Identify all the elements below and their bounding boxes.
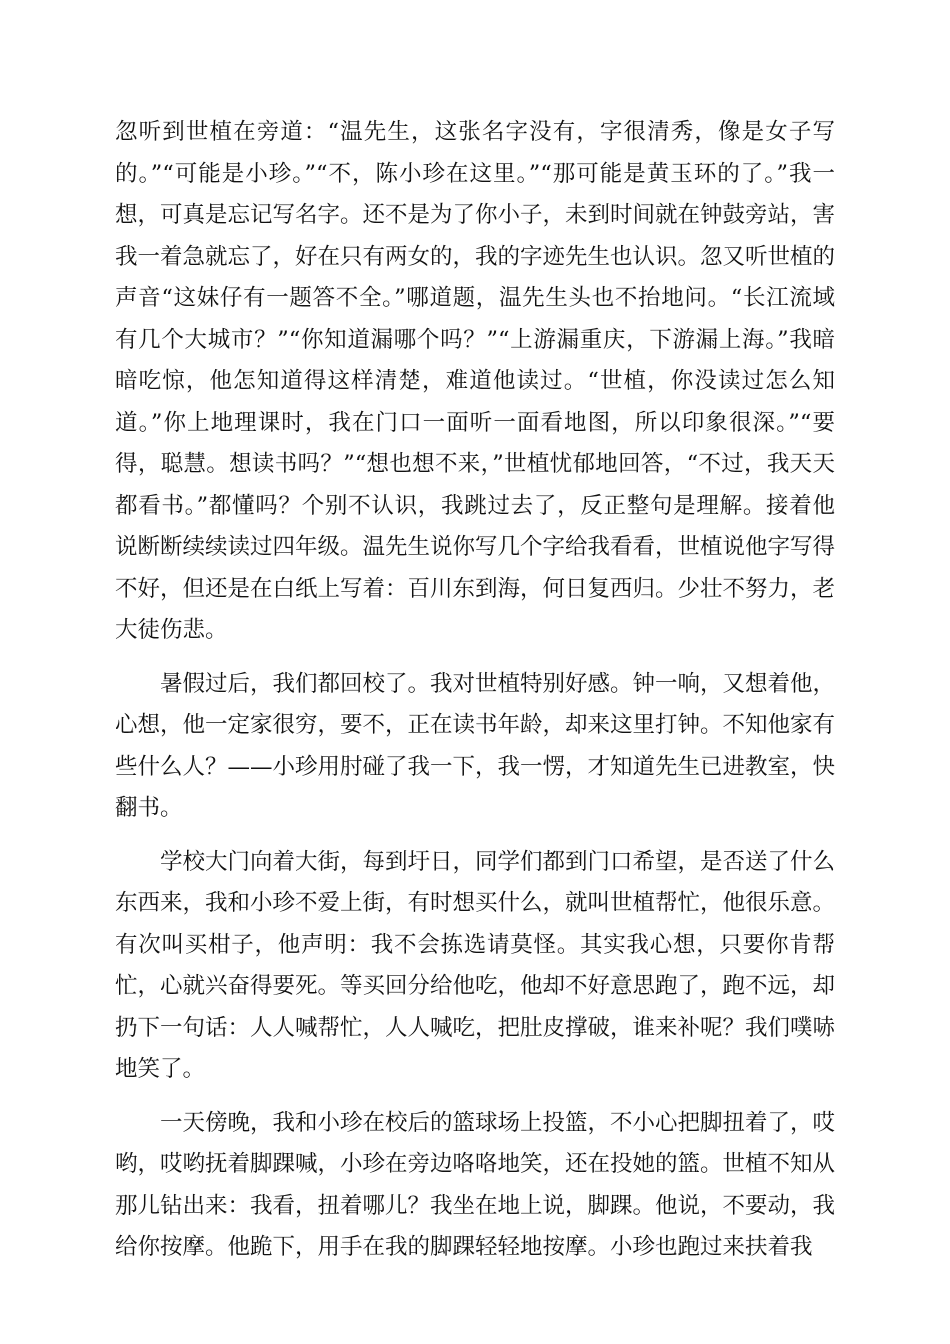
- document-page: [115, 112, 835, 1269]
- paragraph-1: 忽听到世植在旁道：“温先生，这张名字没有，字很清秀，像是女子写的。”“可能是小珍。”“不，陈小珍在这里。”“那可能是黄玉环的了。”我一想，可真是忘记写名字。还不是为了你小子，未到时间就在钟鼓旁站，害我一着急就忘了，好在只有两女的，我的字迹先生也认识。忽又听世植的声音“这妹仔有一题答不全。”哪道题，温先生头也不抬地问。“长江流域有几个大城市？”“你知道漏哪个吗？”“上游漏重庆，下游漏上海。”我暗暗吃惊，他怎知道得这样清楚，难道他读过。“世植，你没读过怎么知道。”你上地理课时，我在门口一面听一面看地图，所以印象很深。”“要得，聪慧。想读书吗？”“想也想不来，”世植忧郁地回答，“不过，我天天都看书。”都懂吗？个别不认识，我跳过去了，反正整句是理解。接着他说断断续续读过四年级。温先生说你写几个字给我看看，世植说他字写得不好，但还是在白纸上写着：百川东到海，何日复西归。少壮不努力，老大徒伤悲。: [115, 119, 836, 643]
- paragraph-3: 学校大门向着大街，每到圩日，同学们都到门口希望，是否送了什么东西来，我和小珍不爱上街，有时想买什么，就叫世植帮忙，他很乐意。有次叫买柑子，他声明：我不会拣选请莫怪。其实我心想，只要你肯帮忙，心就兴奋得要死。等买回分给他吃，他却不好意思跑了，跑不远，却扔下一句话：人人喊帮忙，人人喊吃，把肚皮撑破，谁来补呢？我们噗哧地笑了。: [115, 848, 836, 1082]
- paragraph-2: 暑假过后，我们都回校了。我对世植特别好感。钟一响，又想着他，心想，他一定家很穷，要不，正在读书年龄，却来这里打钟。不知他家有些什么人？——小珍用肘碰了我一下，我一愣，才知道先生已进教室，快翻书。: [115, 670, 836, 821]
- paragraph-4: 一天傍晚，我和小珍在校后的篮球场上投篮，不小心把脚扭着了，哎哟，哎哟抚着脚踝喊，小珍在旁边咯咯地笑，还在投她的篮。世植不知从那儿钻出来：我看，扭着哪儿？我坐在地上说，脚踝。他说，不要动，我给你按摩。他跪下，用手在我的脚踝轻轻地按摩。小珍也跑过来扶着我: [115, 1109, 836, 1260]
